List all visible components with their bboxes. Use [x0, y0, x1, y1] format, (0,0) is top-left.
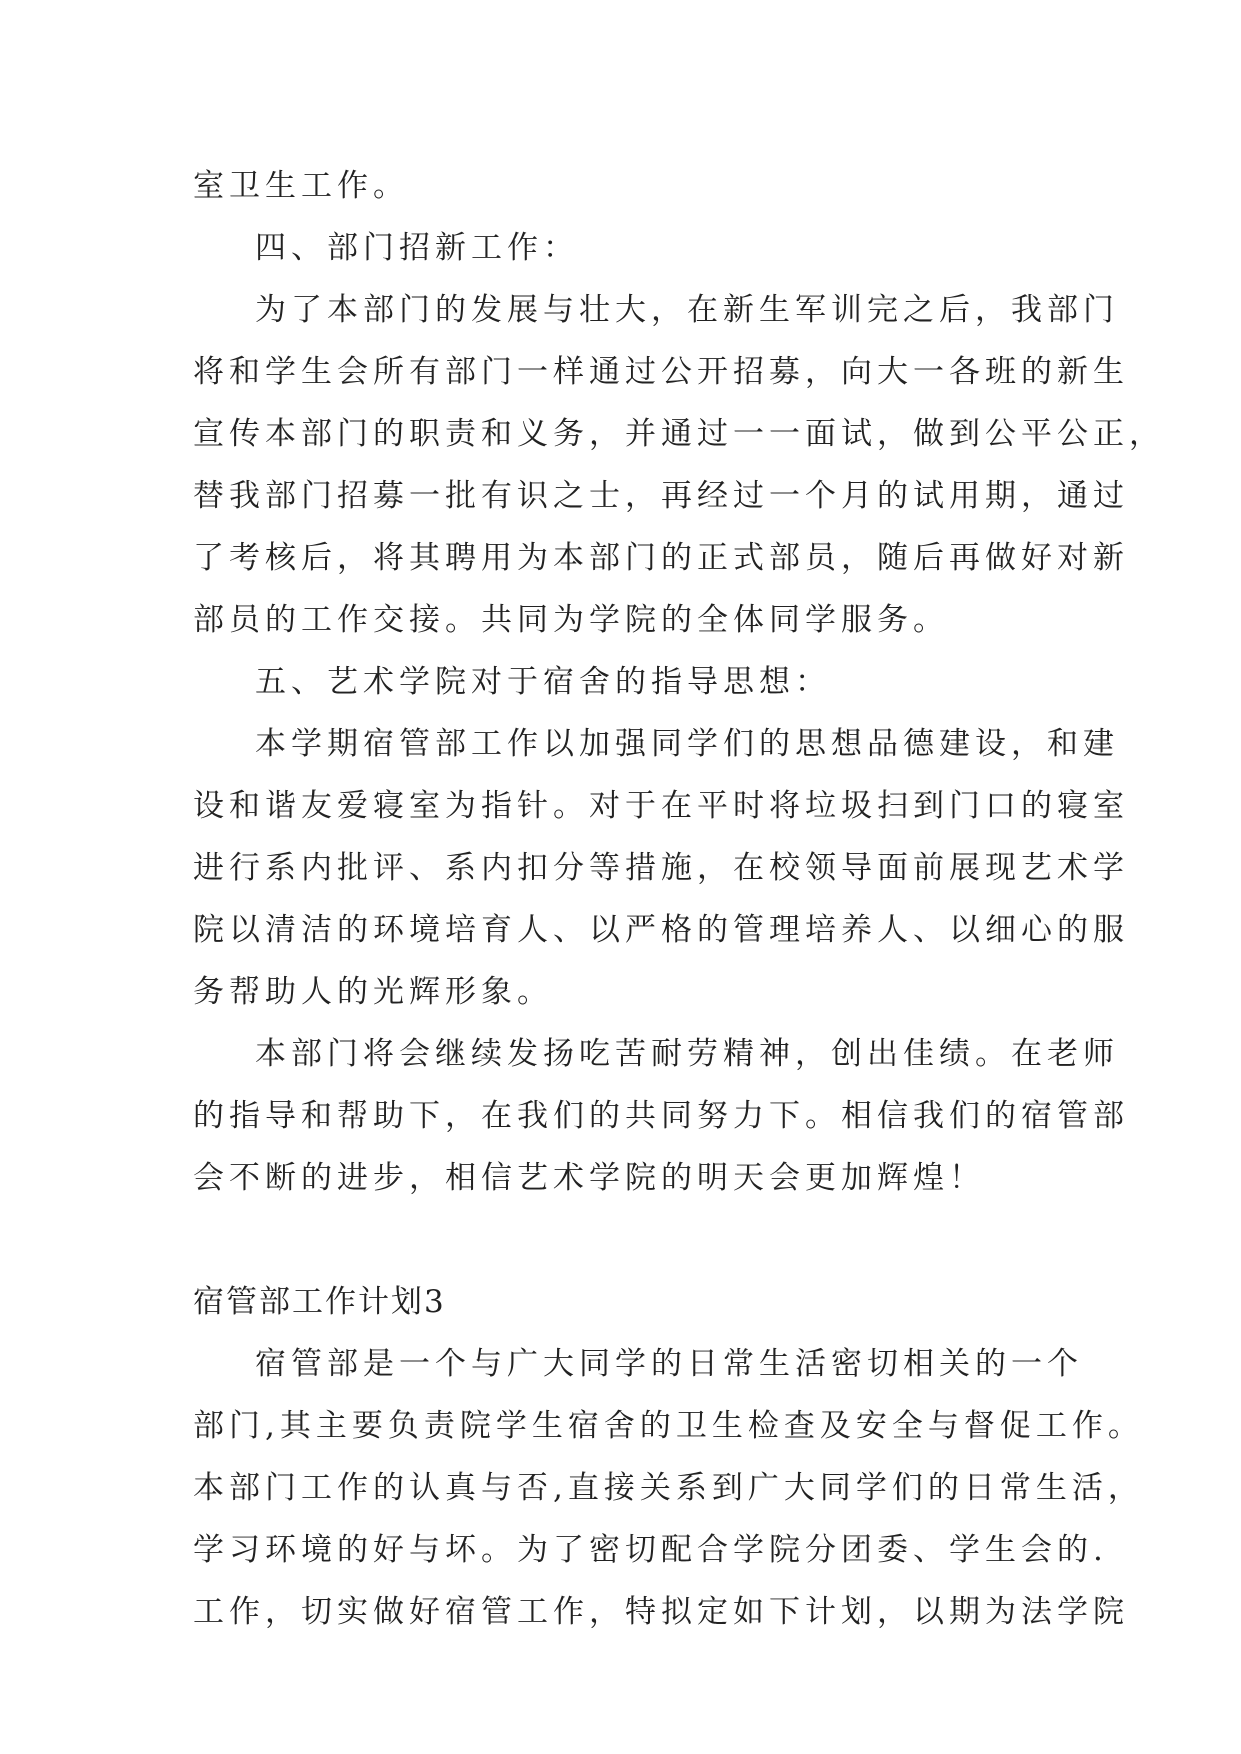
text-line: 会不断的进步，相信艺术学院的明天会更加辉煌！	[193, 1160, 985, 1196]
text-line: 务帮助人的光辉形象。	[193, 974, 553, 1010]
text-line: 本部门工作的认真与否,直接关系到广大同学们的日常生活，	[193, 1470, 1144, 1506]
text-line: 院以清洁的环境培育人、以严格的管理培养人、以细心的服	[193, 912, 1129, 948]
text-line: 学习环境的好与坏。为了密切配合学院分团委、学生会的.	[193, 1532, 1108, 1568]
section-heading: 四、部门招新工作：	[255, 230, 579, 266]
text-line: 设和谐友爱寝室为指针。对于在平时将垃圾扫到门口的寝室	[193, 788, 1129, 824]
text-line: 宣传本部门的职责和义务，并通过一一面试，做到公平公正，	[193, 416, 1165, 452]
section-heading: 五、艺术学院对于宿舍的指导思想：	[255, 664, 831, 700]
text-line: 进行系内批评、系内扣分等措施，在校领导面前展现艺术学	[193, 850, 1129, 886]
text-line: 室卫生工作。	[193, 168, 409, 204]
text-line: 本学期宿管部工作以加强同学们的思想品德建设，和建	[255, 726, 1119, 762]
text-line: 为了本部门的发展与壮大，在新生军训完之后，我部门	[255, 292, 1119, 328]
document-title: 宿管部工作计划3	[193, 1284, 446, 1320]
text-line: 宿管部是一个与广大同学的日常生活密切相关的一个	[255, 1346, 1083, 1382]
text-line: 了考核后，将其聘用为本部门的正式部员，随后再做好对新	[193, 540, 1129, 576]
text-line: 工作，切实做好宿管工作，特拟定如下计划，以期为法学院	[193, 1594, 1129, 1630]
text-line: 替我部门招募一批有识之士，再经过一个月的试用期，通过	[193, 478, 1129, 514]
text-line: 将和学生会所有部门一样通过公开招募，向大一各班的新生	[193, 354, 1129, 390]
text-line: 部门,其主要负责院学生宿舍的卫生检查及安全与督促工作。	[193, 1408, 1144, 1444]
text-line: 的指导和帮助下，在我们的共同努力下。相信我们的宿管部	[193, 1098, 1129, 1134]
text-line: 部员的工作交接。共同为学院的全体同学服务。	[193, 602, 949, 638]
text-line: 本部门将会继续发扬吃苦耐劳精神，创出佳绩。在老师	[255, 1036, 1119, 1072]
